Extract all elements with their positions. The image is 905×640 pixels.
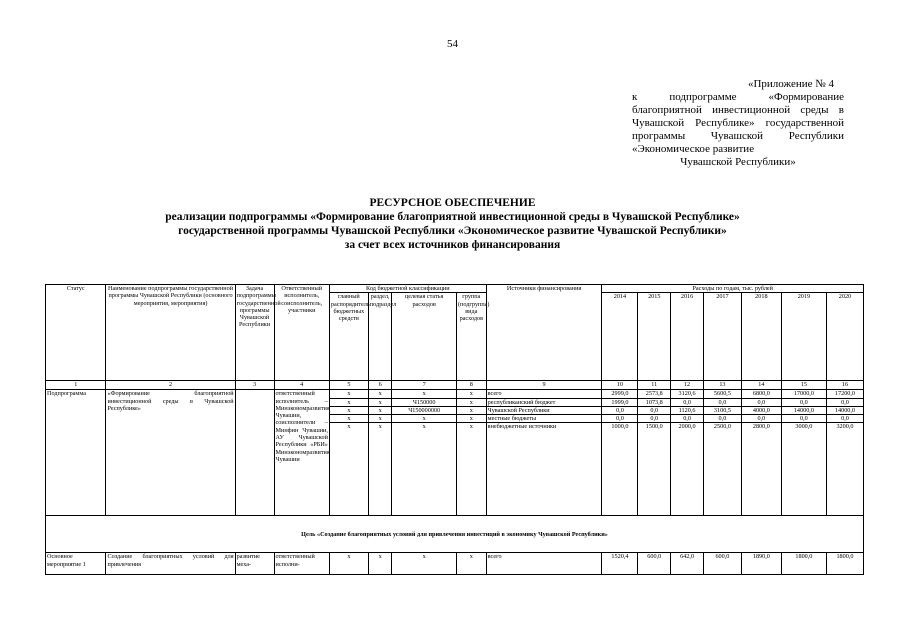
amount: 3200,0 <box>836 423 854 431</box>
funding-sources <box>487 390 602 430</box>
appendix-last-line: Чувашской Республики» <box>680 156 796 168</box>
hdr-task: Задача подпрограммы государственной программы Чувашской Республики <box>235 285 274 381</box>
kbk-vr-value: x <box>457 415 486 423</box>
col-number: 3 <box>235 381 274 390</box>
hdr-year: 2014 <box>602 293 638 381</box>
kbk-gr-value: x <box>330 415 368 423</box>
source-label: местные бюджеты <box>487 415 602 423</box>
amount: 0,0 <box>602 407 637 415</box>
kbk-cs-value: x <box>392 390 456 398</box>
kbk-rz-value: x <box>378 423 382 431</box>
amount: 0,0 <box>671 415 703 423</box>
hdr-kbk-vr: группа (подгруппа) вида расходов <box>456 293 486 381</box>
status-cell: Подпрограмма <box>46 390 106 516</box>
year-2015-values <box>638 390 670 430</box>
source-label: внебюджетные источники <box>487 423 557 431</box>
amount: 2500,0 <box>713 423 731 431</box>
col-number: 7 <box>392 381 457 390</box>
year-2014-values <box>602 390 637 430</box>
col-number: 2 <box>106 381 235 390</box>
amount: 600,0 <box>638 553 671 575</box>
year-2020-values <box>827 390 863 430</box>
kbk-vr-value: x <box>457 407 486 415</box>
amount: 6800,0 <box>742 390 781 398</box>
responsible-cell: ответственный исполнитель – Минэкономразвития Чувашии, соисполнители – Минфин Чувашии, АУ Чувашской Республики «РБИ» Минэкономразвития Чувашии <box>274 390 329 516</box>
amount: 1890,0 <box>741 553 781 575</box>
hdr-status: Статус <box>46 285 106 381</box>
kbk-cs-lines <box>392 390 456 430</box>
hdr-kbk-cs: целевая статья расходов <box>392 293 457 381</box>
col-number: 13 <box>703 381 741 390</box>
amount: 1800,0 <box>826 553 863 575</box>
kbk-rz-value: x <box>369 390 392 398</box>
amount: 2573,8 <box>638 390 670 398</box>
amount: 642,0 <box>671 553 704 575</box>
column-number-row <box>46 381 864 390</box>
title-line-3: государственной программы Чувашской Республики «Экономическое развитие Чувашской Республики» <box>178 225 727 237</box>
source-label: Чувашской Республики <box>487 407 602 415</box>
amount: 1120,6 <box>671 407 703 415</box>
header-row-1 <box>46 285 864 293</box>
amount: 0,0 <box>602 415 637 423</box>
amount: 1500,0 <box>645 423 663 431</box>
kbk-gr-value: x <box>330 407 368 415</box>
title-line-2: реализации подпрограммы «Формирование благоприятной инвестиционной среды в Чувашской Республике» <box>165 211 740 223</box>
page-number: 54 <box>447 38 458 50</box>
col-number: 6 <box>368 381 392 390</box>
kbk-cs-value: x <box>392 415 456 423</box>
col-number: 5 <box>329 381 368 390</box>
col-number: 14 <box>741 381 781 390</box>
hdr-expenses: Расходы по годам, тыс. рублей <box>602 285 864 293</box>
kbk-rz-value: x <box>369 407 392 415</box>
appendix-body: к подпрограмме «Формирование благоприятной инвестиционной среды в Чувашской Республике» государственной программы Чувашской Республики «Экономическое развитие <box>632 91 844 155</box>
amount: 1999,0 <box>602 399 637 407</box>
kbk-gr-value: x <box>347 423 351 431</box>
hdr-year: 2017 <box>703 293 741 381</box>
kbk-vr-lines <box>457 390 486 430</box>
col-number: 4 <box>274 381 329 390</box>
responsible-cell: ответственный исполни- <box>274 553 329 575</box>
task-cell: развитие меха- <box>235 553 274 575</box>
amount: 1520,4 <box>602 553 638 575</box>
main-activity-row <box>46 553 864 575</box>
amount: 0,0 <box>782 399 826 407</box>
amount: 0,0 <box>638 407 670 415</box>
amount: 5600,5 <box>704 390 741 398</box>
col-number: 1 <box>46 381 106 390</box>
hdr-kbk-rz: раздел, подраздел <box>368 293 392 381</box>
amount: 600,0 <box>703 553 741 575</box>
subprogram-name: «Формирование благоприятной инвестиционной среды в Чувашской Республике» <box>106 390 235 516</box>
amount: 0,0 <box>827 399 863 407</box>
kbk-cs-value: x <box>392 553 457 575</box>
goal-row <box>46 516 864 553</box>
col-number: 11 <box>638 381 671 390</box>
kbk-vr-value: x <box>457 390 486 398</box>
document-title <box>0 196 905 252</box>
amount: 0,0 <box>704 415 741 423</box>
resource-table <box>45 284 864 575</box>
amount: 14000,0 <box>827 407 863 415</box>
source-label: республиканский бюджет <box>487 399 602 407</box>
source-label: всего <box>486 553 602 575</box>
hdr-year: 2019 <box>781 293 826 381</box>
source-label: всего <box>487 390 602 398</box>
goal-text: Цель «Создание благоприятных условий для привлечения инвестиций в экономику Чувашской Республики» <box>46 516 864 553</box>
col-number: 9 <box>486 381 602 390</box>
amount: 0,0 <box>827 415 863 423</box>
amount: 3120,6 <box>671 390 703 398</box>
hdr-sources: Источники финансирования <box>486 285 602 381</box>
kbk-vr-value: x <box>457 399 486 407</box>
hdr-year: 2018 <box>741 293 781 381</box>
amount: 0,0 <box>742 415 781 423</box>
title-line-1: РЕСУРСНОЕ ОБЕСПЕЧЕНИЕ <box>369 197 536 209</box>
appendix-heading: «Приложение № 4 <box>747 78 834 90</box>
amount: 3000,0 <box>795 423 813 431</box>
year-2016-values <box>671 390 703 430</box>
kbk-cs-value: Ч150000000 <box>392 407 456 415</box>
kbk-gr-value: x <box>330 399 368 407</box>
kbk-gr-lines <box>330 390 368 430</box>
task-cell <box>235 390 274 516</box>
amount: 1073,8 <box>638 399 670 407</box>
appendix-note <box>632 78 844 169</box>
col-number: 15 <box>781 381 826 390</box>
kbk-gr-value: x <box>329 553 368 575</box>
kbk-rz-value: x <box>368 553 392 575</box>
hdr-name: Наименование подпрограммы государственной программы Чувашской Республики (основного мероприятия, мероприятия) <box>106 285 235 381</box>
amount: 0,0 <box>742 399 781 407</box>
amount: 0,0 <box>671 399 703 407</box>
kbk-vr-value: x <box>469 423 473 431</box>
amount: 14000,0 <box>782 407 826 415</box>
col-number: 16 <box>826 381 863 390</box>
hdr-year: 2015 <box>638 293 671 381</box>
col-number: 10 <box>602 381 638 390</box>
kbk-rz-value: x <box>369 415 392 423</box>
kbk-vr-value: x <box>456 553 486 575</box>
year-2017-values <box>704 390 741 430</box>
hdr-year: 2016 <box>671 293 704 381</box>
amount: 1000,0 <box>611 423 629 431</box>
kbk-rz-value: x <box>369 399 392 407</box>
amount: 0,0 <box>638 415 670 423</box>
col-number: 12 <box>671 381 704 390</box>
amount: 1800,0 <box>781 553 826 575</box>
activity-name: Создание благоприятных условий для привлечения <box>106 553 235 575</box>
year-2018-values <box>742 390 781 430</box>
kbk-cs-value: Ч150000 <box>392 399 456 407</box>
status-cell: Основное мероприятие 1 <box>46 553 106 575</box>
hdr-kbk-gr: главный распорядитель бюджетных средств <box>329 293 368 381</box>
amount: 17000,0 <box>782 390 826 398</box>
amount: 0,0 <box>704 399 741 407</box>
amount: 3100,5 <box>704 407 741 415</box>
amount: 4000,0 <box>742 407 781 415</box>
title-line-4: за счет всех источников финансирования <box>344 239 561 251</box>
amount: 0,0 <box>782 415 826 423</box>
hdr-responsible: Ответственный исполнитель, соисполнитель, участники <box>274 285 329 381</box>
amount: 17200,0 <box>827 390 863 398</box>
kbk-rz-lines <box>369 390 392 430</box>
hdr-kbk: Код бюджетной классификации <box>329 285 486 293</box>
kbk-cs-value: x <box>422 423 426 431</box>
subprogram-row <box>46 390 864 516</box>
col-number: 8 <box>456 381 486 390</box>
amount: 2000,0 <box>678 423 696 431</box>
hdr-year: 2020 <box>826 293 863 381</box>
amount: 2800,0 <box>752 423 770 431</box>
amount: 2999,0 <box>602 390 637 398</box>
year-2019-values <box>782 390 826 430</box>
kbk-gr-value: x <box>330 390 368 398</box>
